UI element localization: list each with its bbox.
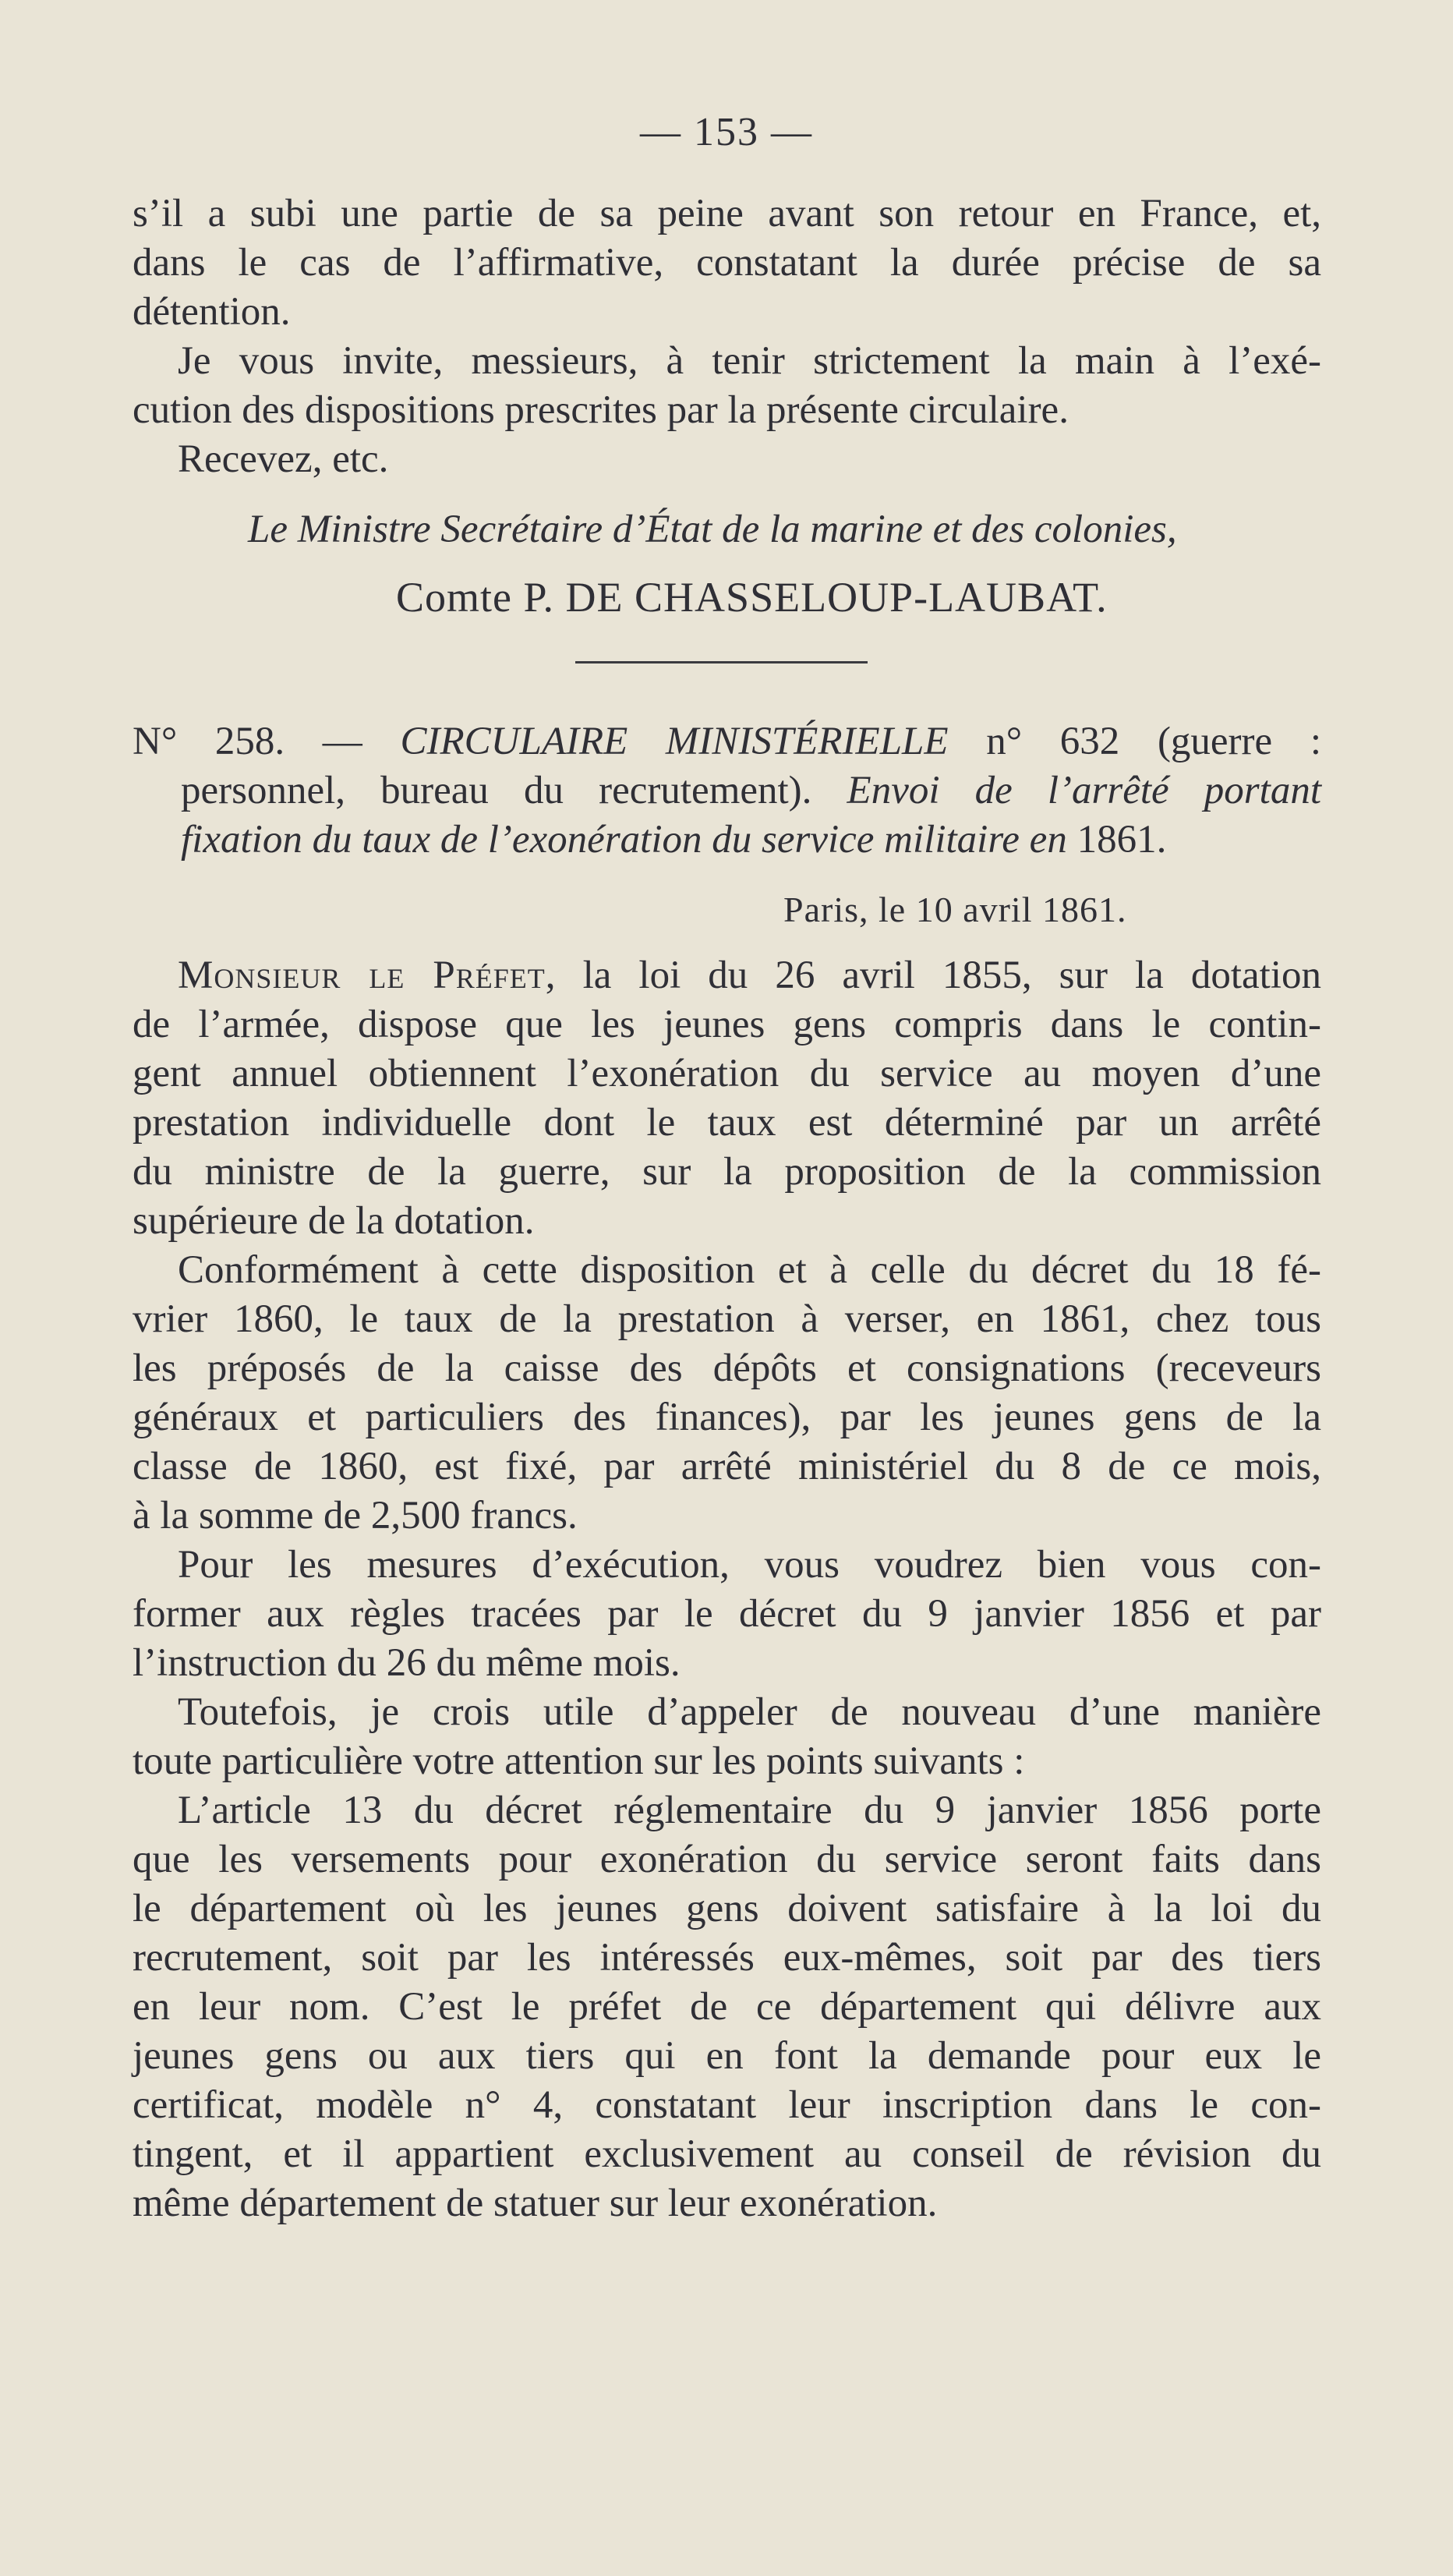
text-line: Pour les mesures d’exécution, vous voudrez bien vous con-: [178, 1543, 1321, 1587]
text-line: supérieure de la dotation.: [133, 1199, 535, 1243]
text-line: Conformément à cette disposition et à celle du décret du 18 fé-: [178, 1248, 1321, 1292]
circular-type: CIRCULAIRE MINISTÉRIELLE: [400, 720, 949, 763]
text-line: certificat, modèle n° 4, constatant leur inscription dans le con-: [133, 2083, 1321, 2127]
heading-line-1: [133, 717, 1321, 766]
text-line: l’instruction du 26 du même mois.: [133, 1641, 681, 1685]
text-line: à la somme de 2,500 francs.: [133, 1494, 578, 1537]
heading-line-2: [133, 766, 1321, 816]
body-text: [133, 951, 1321, 2228]
signature-title: Le Ministre Secrétaire d’État de la marine et des colonies,: [248, 508, 1177, 551]
text-line: [133, 951, 1321, 1000]
signature-name: Comte P. DE CHASSELOUP-LAUBAT.: [396, 574, 1108, 621]
instruction-paragraph: [133, 337, 1321, 484]
page-number: — 153 —: [640, 110, 813, 154]
salutation: Monsieur le Préfet: [178, 954, 546, 997]
text-line: classe de 1860, est fixé, par arrêté ministériel du 8 de ce mois,: [133, 1445, 1321, 1488]
text-span: , la loi du 26 avril 1855, sur la dotation: [545, 954, 1321, 997]
text-line: de l’armée, dispose que les jeunes gens compris dans le contin-: [133, 1003, 1321, 1046]
heading-year: 1861.: [1076, 818, 1167, 862]
text-line: que les versements pour exonération du service seront faits dans: [133, 1838, 1321, 1881]
circular-heading: [133, 717, 1321, 865]
text-line: prestation individuelle dont le taux est déterminé par un arrêté: [133, 1101, 1321, 1145]
closing-line: Recevez, etc.: [178, 437, 389, 481]
text-line: en leur nom. C’est le préfet de ce département qui délivre aux: [133, 1985, 1321, 2029]
heading-line-3: [133, 816, 1321, 865]
text-line: les préposés de la caisse des dépôts et consignations (receveurs: [133, 1346, 1321, 1390]
text-line: Toutefois, je crois utile d’appeler de nouveau d’une manière: [178, 1690, 1321, 1734]
text-line: du ministre de la guerre, sur la proposition de la commission: [133, 1150, 1321, 1194]
circular-number: N° 258. —: [133, 720, 362, 763]
text-line: le département où les jeunes gens doivent satisfaire à la loi du: [133, 1887, 1321, 1930]
circular-ref: n° 632 (guerre :: [986, 720, 1321, 763]
heading-italic: fixation du taux de l’exonération du service militaire en: [181, 818, 1067, 862]
heading-plain: personnel, bureau du recrutement).: [181, 769, 812, 812]
text-line: toute particulière votre attention sur les points suivants :: [133, 1739, 1025, 1783]
text-line: L’article 13 du décret réglementaire du 9 janvier 1856 porte: [178, 1789, 1321, 1832]
heading-italic: Envoi de l’arrêté portant: [847, 769, 1321, 812]
text-line: tingent, et il appartient exclusivement au conseil de révision du: [133, 2132, 1321, 2176]
top-paragraph: [133, 189, 1321, 337]
text-line: jeunes gens ou aux tiers qui en font la demande pour eux le: [133, 2034, 1321, 2078]
section-divider: [575, 661, 868, 663]
text-line: former aux règles tracées par le décret du 9 janvier 1856 et par: [133, 1592, 1321, 1636]
text-line: détention.: [133, 290, 291, 334]
text-line: cution des dispositions prescrites par la présente circulaire.: [133, 388, 1069, 432]
text-line: recrutement, soit par les intéressés eux-mêmes, soit par des tiers: [133, 1936, 1321, 1980]
text-line: généraux et particuliers des finances), par les jeunes gens de la: [133, 1396, 1321, 1439]
text-line: s’il a subi une partie de sa peine avant son retour en France, et,: [133, 192, 1321, 235]
text-line: même département de statuer sur leur exonération.: [133, 2181, 938, 2225]
text-line: gent annuel obtiennent l’exonération du service au moyen d’une: [133, 1052, 1321, 1095]
dateline: Paris, le 10 avril 1861.: [783, 890, 1127, 929]
text-line: vrier 1860, le taux de la prestation à verser, en 1861, chez tous: [133, 1297, 1321, 1341]
text-line: dans le cas de l’affirmative, constatant la durée précise de sa: [133, 241, 1321, 285]
text-line: Je vous invite, messieurs, à tenir strictement la main à l’exé-: [178, 339, 1321, 383]
